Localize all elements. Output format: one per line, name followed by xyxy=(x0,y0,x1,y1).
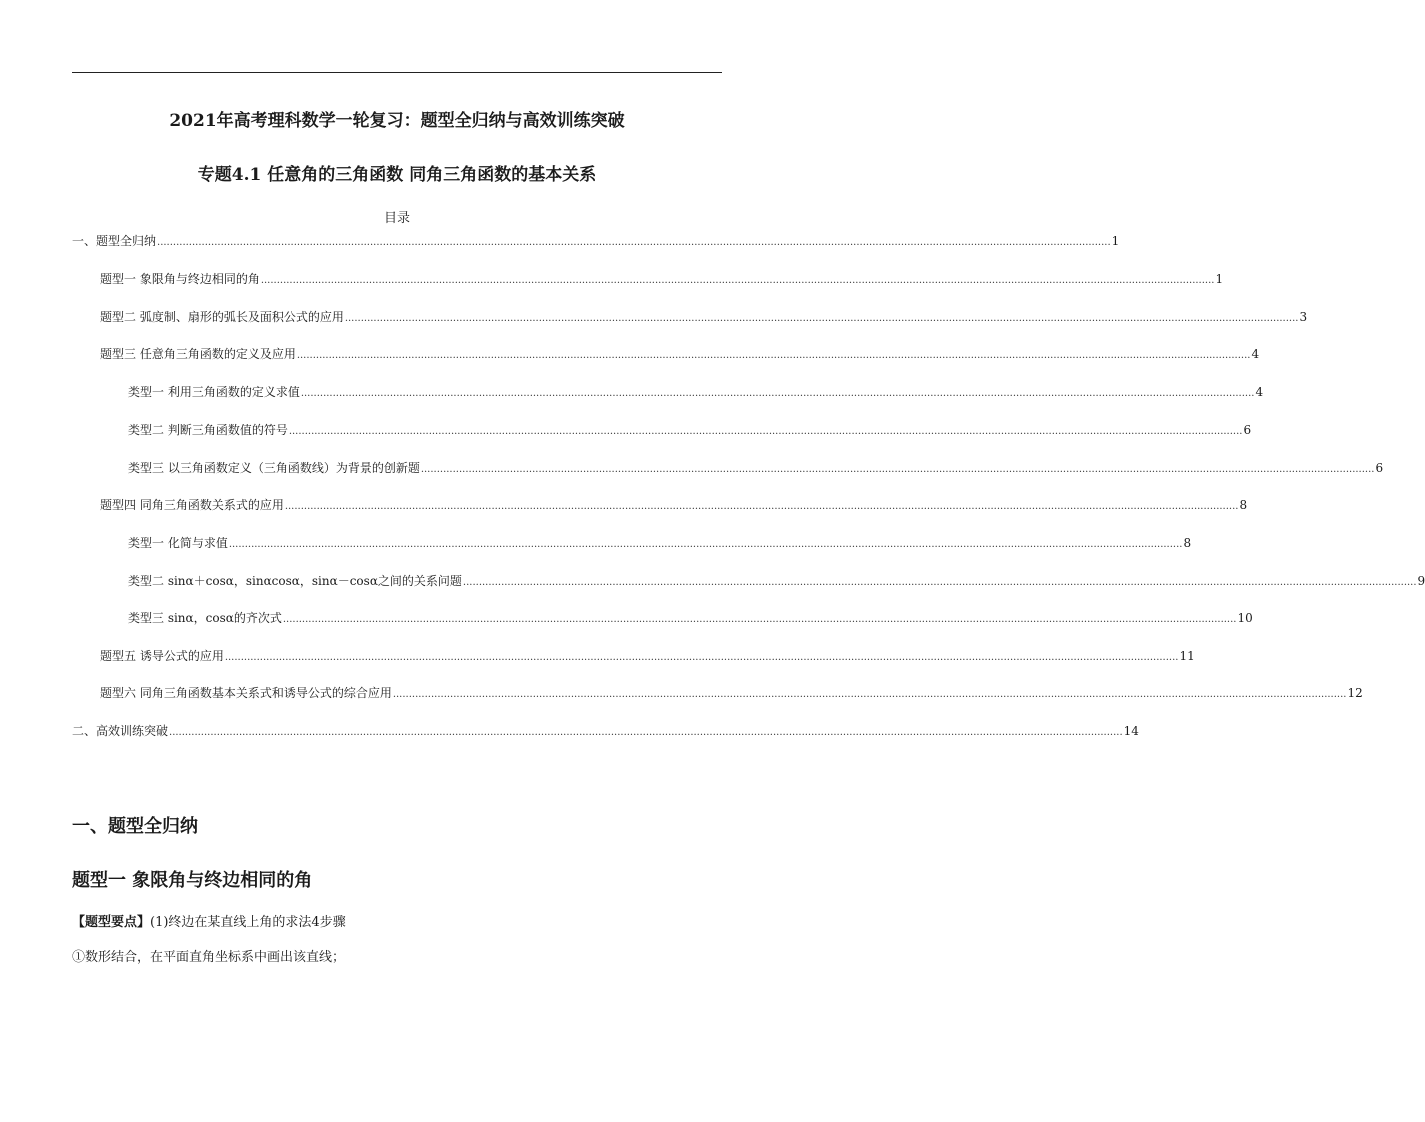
toc-entry[interactable] xyxy=(128,383,1264,399)
toc-leader: ............................................................................................................................................................................................................................................................................................................ xyxy=(169,727,1123,738)
toc-leader: ............................................................................................................................................................................................................................................................................................................ xyxy=(260,275,1215,286)
toc-leader: ............................................................................................................................................................................................................................................................................................................ xyxy=(344,313,1299,324)
toc-entry-page: 12 xyxy=(1347,686,1363,700)
toc-leader: ............................................................................................................................................................................................................................................................................................................ xyxy=(420,464,1375,475)
toc-leader: ............................................................................................................................................................................................................................................................................................................ xyxy=(300,388,1255,399)
toc-leader: ............................................................................................................................................................................................................................................................................................................ xyxy=(224,652,1179,663)
toc-entry-page: 14 xyxy=(1123,724,1139,738)
toc-leader: ............................................................................................................................................................................................................................................................................................................ xyxy=(284,501,1239,512)
toc-entry-label: 题型六 同角三角函数基本关系式和诱导公式的综合应用 xyxy=(100,686,392,700)
toc-entry-page: 4 xyxy=(1255,385,1264,399)
toc-leader: ............................................................................................................................................................................................................................................................................................................ xyxy=(288,426,1243,437)
toc-entry-label: 题型四 同角三角函数关系式的应用 xyxy=(100,498,284,512)
toc-entry[interactable] xyxy=(128,421,1252,437)
toc-entry-label: 题型三 任意角三角函数的定义及应用 xyxy=(100,347,296,361)
toc-entry-page: 9 xyxy=(1417,574,1425,588)
toc-entry-page: 8 xyxy=(1239,498,1248,512)
toc-entry[interactable] xyxy=(128,609,1253,625)
keypoint-text: (1)终边在某直线上角的求法4步骤 xyxy=(150,915,346,930)
subsection-heading: 题型一 象限角与终边相同的角 xyxy=(72,870,313,891)
toc-entry-label: 题型二 弧度制、扇形的弧长及面积公式的应用 xyxy=(100,310,344,324)
toc-entry[interactable] xyxy=(100,496,1248,512)
toc-entry[interactable] xyxy=(128,459,1384,475)
document-subtitle: 专题4.1 任意角的三角函数 同角三角函数的基本关系 xyxy=(197,165,597,185)
toc-entry[interactable] xyxy=(128,534,1192,550)
toc-leader: ............................................................................................................................................................................................................................................................................................................ xyxy=(392,689,1347,700)
toc-entry-page: 10 xyxy=(1237,611,1253,625)
toc-leader: ............................................................................................................................................................................................................................................................................................................ xyxy=(157,237,1111,248)
toc-entry-label: 题型一 象限角与终边相同的角 xyxy=(100,272,260,286)
toc-entry[interactable] xyxy=(100,308,1308,324)
toc-entry-label: 类型一 利用三角函数的定义求值 xyxy=(128,385,300,399)
toc-entry-label: 类型一 化简与求值 xyxy=(128,536,228,550)
toc-entry[interactable] xyxy=(100,270,1224,286)
toc-entry-page: 1 xyxy=(1215,272,1224,286)
document-title: 2021年高考理科数学一轮复习：题型全归纳与高效训练突破 xyxy=(169,111,625,131)
toc-leader: ............................................................................................................................................................................................................................................................................................................ xyxy=(296,350,1251,361)
keypoint-tag: 【题型要点】 xyxy=(72,915,151,930)
toc-entry[interactable] xyxy=(72,722,1139,738)
toc-leader: ............................................................................................................................................................................................................................................................................................................ xyxy=(462,577,1417,588)
toc-entry-page: 8 xyxy=(1183,536,1192,550)
toc-entry-page: 1 xyxy=(1111,234,1120,248)
toc-leader: ............................................................................................................................................................................................................................................................................................................ xyxy=(282,614,1237,625)
toc-entry[interactable] xyxy=(100,647,1195,663)
keypoint-paragraph xyxy=(72,911,346,930)
toc-leader: ............................................................................................................................................................................................................................................................................................................ xyxy=(228,539,1183,550)
toc-entry-label: 二、高效训练突破 xyxy=(72,724,169,738)
toc-entry-label: 类型二 sinα＋cosα，sinαcosα，sinα－cosα之间的关系问题 xyxy=(128,574,462,588)
toc-entry[interactable] xyxy=(100,684,1363,700)
toc-entry-page: 6 xyxy=(1375,461,1384,475)
toc-entry[interactable] xyxy=(100,345,1260,361)
toc-entry-label: 题型五 诱导公式的应用 xyxy=(100,649,224,663)
toc-heading: 目录 xyxy=(383,211,410,226)
toc-entry[interactable] xyxy=(72,232,1120,248)
toc-entry-label: 类型三 sinα，cosα的齐次式 xyxy=(128,611,282,625)
header-rule xyxy=(72,72,722,73)
toc-entry[interactable] xyxy=(128,572,1425,588)
toc-entry-label: 一、题型全归纳 xyxy=(72,234,157,248)
toc-entry-label: 类型二 判断三角函数值的符号 xyxy=(128,423,288,437)
toc-entry-page: 6 xyxy=(1243,423,1252,437)
toc-entry-page: 11 xyxy=(1179,649,1195,663)
step-paragraph: ①数形结合，在平面直角坐标系中画出该直线； xyxy=(72,950,346,965)
section-heading: 一、题型全归纳 xyxy=(72,816,198,837)
toc-entry-page: 4 xyxy=(1251,347,1260,361)
toc-entry-page: 3 xyxy=(1299,310,1308,324)
toc-entry-label: 类型三 以三角函数定义（三角函数线）为背景的创新题 xyxy=(128,461,420,475)
